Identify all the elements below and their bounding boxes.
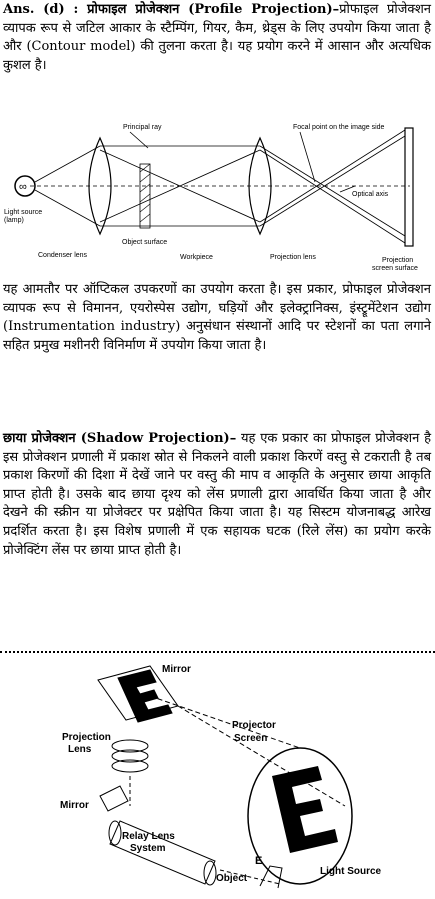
projection-screen — [405, 128, 413, 246]
applications-paragraph: यह आमतौर पर ऑप्टिकल उपकरणों का उपयोग करता है। इस प्रकार, प्रोफाइल प्रोजेक्शन व्यापक रूप से विमानन, एयरोस्पेस उद्योग, घड़ियों और इलेक्ट्रानिक्स, इंस्ट्रूमेंटेशन उद्योग (Instrumentation industry) अनुसंधान संस्थानों आदि पर स्टेशनों का पता लगाने सहित प्रमुख मशीनरी विनिर्माण में उपयोग किया जाता है। — [3, 282, 431, 353]
shadow-projection-text: यह एक प्रकार का प्रोफाइल प्रोजेक्शन है इस प्रोजेक्शन प्रणाली में प्रकाश स्रोत से निकलने वाली प्रकाश किरणें वस्तु से टकराती है तब प्रकाश किरणों की दिशा में देखें जाने पर वस्तु की माप व आकृति के अनुसार छाया आकृति प्राप्त होती है। उसके बाद छाया दृश्य को लेंस प्रणाली द्वारा आवर्धित किया जाता है और देखने की स्क्रीन या प्रोजेक्टर पर प्रक्षेपित किया जाता है। यह सिस्टम योजनाबद्ध आरेख प्रदर्शित करता है। इस विशेष प्रणाली में एक सहायक घटक (रिले लेंस) का प्रयोग करके प्रोजेक्टिंग लेंस पर छाया प्राप्त होती है। — [3, 431, 431, 558]
shadow-projection-diagram — [0, 656, 435, 896]
projection-lens-label-2: Lens — [68, 744, 92, 755]
relay-lens-label-2: System — [130, 843, 166, 854]
projection-lens-label: Projection lens — [270, 254, 316, 261]
profile-projection-diagram — [0, 118, 435, 280]
projector-screen-label-1: Projector — [232, 720, 276, 731]
screen-letter-e — [272, 766, 338, 853]
answer-paragraph — [3, 1, 431, 75]
light-source-label: Light Source — [320, 866, 382, 877]
shadow-projection-label: छाया प्रोजेक्शन (Shadow Projection)– — [3, 431, 237, 446]
light-source — [260, 866, 282, 888]
light-source-label-1: Light source — [4, 209, 43, 216]
condenser-lens-label: Condenser lens — [38, 252, 88, 259]
optical-axis-label: Optical axis — [352, 191, 389, 198]
answer-label: Ans. (d) : प्रोफाइल प्रोजेक्शन (Profile Projection)– — [3, 2, 340, 17]
answer-text: प्रोफाइल प्रोजेक्शन व्यापक रूप से जटिल आकार के स्टैम्पिंग, गियर, कैम, थ्रेड्स के लिए उपयोग किया जाता है और (Contour model) की तुलना करता है। यह प्रयोग करने में आसान और अत्यधिक कुशल है। — [3, 2, 432, 73]
relay-lens-label-1: Relay Lens — [122, 831, 175, 842]
lamp-symbol-label: ∞ — [19, 181, 27, 193]
section-divider — [0, 651, 435, 653]
object-surface-label: Object surface — [122, 239, 168, 246]
workpiece — [140, 164, 150, 228]
light-source-label-2: (lamp) — [4, 217, 24, 224]
mirror-top-label: Mirror — [162, 664, 191, 675]
left-mirror — [100, 786, 128, 811]
principal-ray-label: Principal ray — [123, 124, 162, 131]
mirror-left-label: Mirror — [60, 800, 89, 811]
projection-screen-label-2: screen surface — [372, 265, 418, 272]
shadow-projection-paragraph — [3, 430, 431, 560]
mirror-letter-e — [118, 670, 172, 722]
projection-lens — [249, 138, 271, 234]
workpiece-label: Workpiece — [180, 254, 213, 261]
object-label: Object — [216, 873, 248, 884]
projection-lens-label-1: Projection — [62, 732, 111, 743]
object-letter-e: E — [255, 855, 263, 867]
projector-screen-label-2: Screen — [234, 733, 268, 744]
projection-screen-label-1: Projection — [382, 257, 414, 264]
focal-point-label: Focal point on the image side — [293, 124, 385, 131]
